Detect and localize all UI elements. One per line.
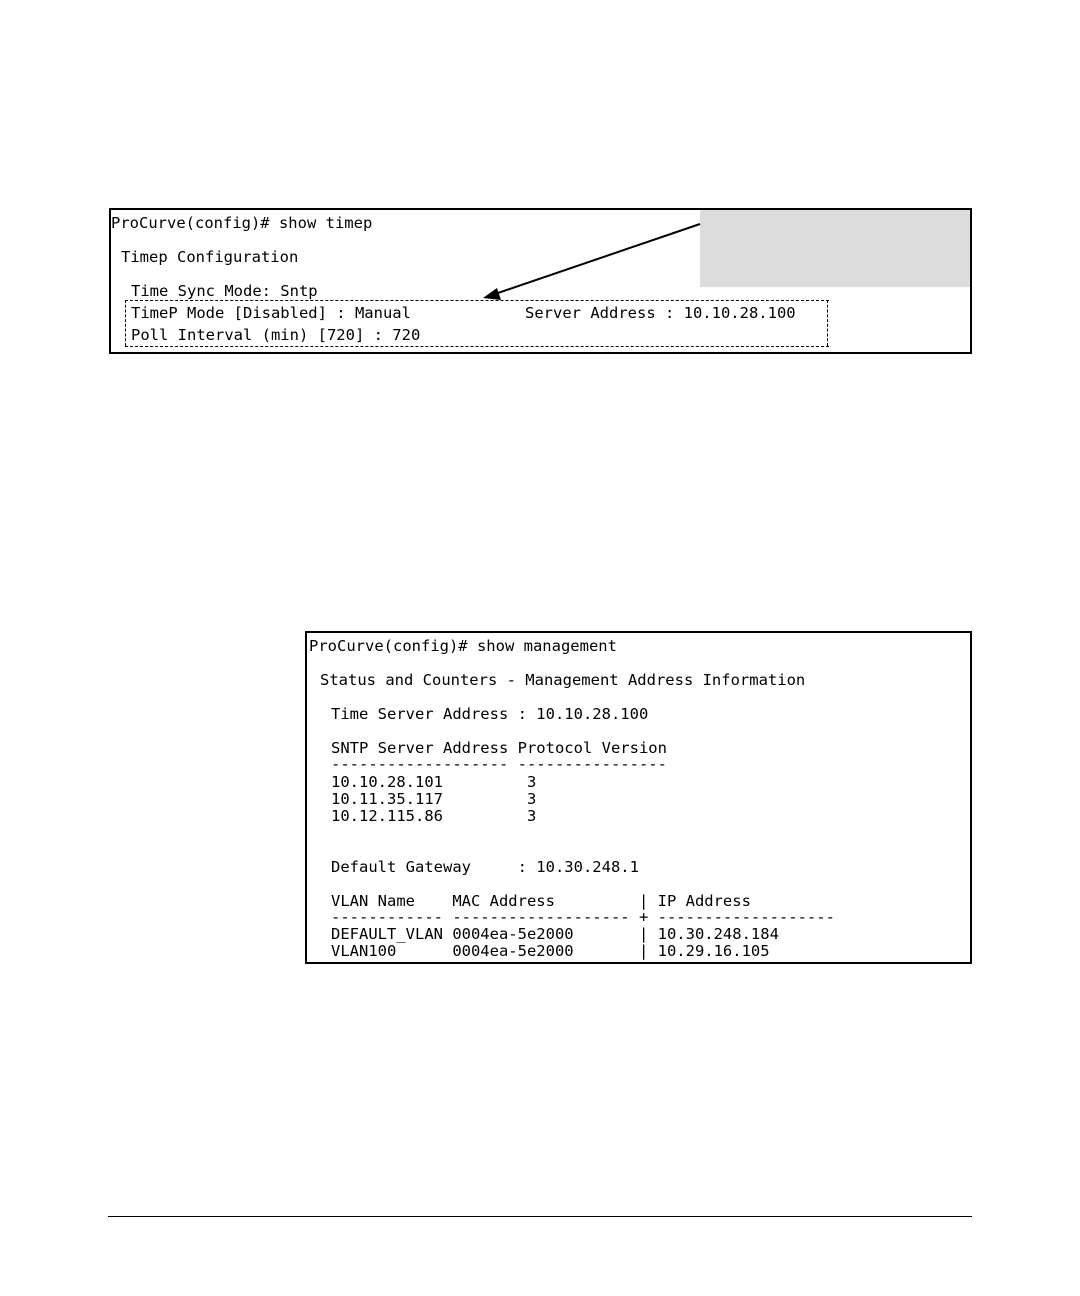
sntp-table-header: SNTP Server Address Protocol Version [331, 739, 667, 757]
timep-terminal [109, 208, 972, 354]
vlan-table-row: VLAN100 0004ea-5e2000 | 10.29.16.105 [331, 942, 770, 960]
vlan-table-rule: ------------ ------------------- + ------------------- [331, 908, 835, 926]
sntp-table-rule: ------------------- ---------------- [331, 755, 667, 773]
management-terminal [305, 631, 972, 964]
footer-rule [108, 1216, 972, 1217]
timep-heading: Timep Configuration [121, 248, 299, 266]
timep-mode-line: TimeP Mode [Disabled] : Manual [131, 304, 411, 322]
time-server-address-line: Time Server Address : 10.10.28.100 [331, 705, 649, 723]
sntp-table-row: 10.10.28.101 3 [331, 773, 537, 791]
timep-prompt: ProCurve(config)# show timep [111, 214, 373, 232]
default-gateway-line: Default Gateway : 10.30.248.1 [331, 858, 639, 876]
management-prompt: ProCurve(config)# show management [309, 637, 617, 655]
server-address-line: Server Address : 10.10.28.100 [525, 304, 796, 322]
management-heading: Status and Counters - Management Address Information [320, 671, 806, 689]
vlan-table-row: DEFAULT_VLAN 0004ea-5e2000 | 10.30.248.184 [331, 925, 779, 943]
sntp-table-row: 10.12.115.86 3 [331, 807, 537, 825]
vlan-table-header: VLAN Name MAC Address | IP Address [331, 892, 751, 910]
time-sync-mode-line: Time Sync Mode: Sntp [131, 282, 318, 300]
poll-interval-line: Poll Interval (min) [720] : 720 [131, 326, 421, 344]
sntp-table-row: 10.11.35.117 3 [331, 790, 537, 808]
callout-arrow [111, 210, 972, 354]
